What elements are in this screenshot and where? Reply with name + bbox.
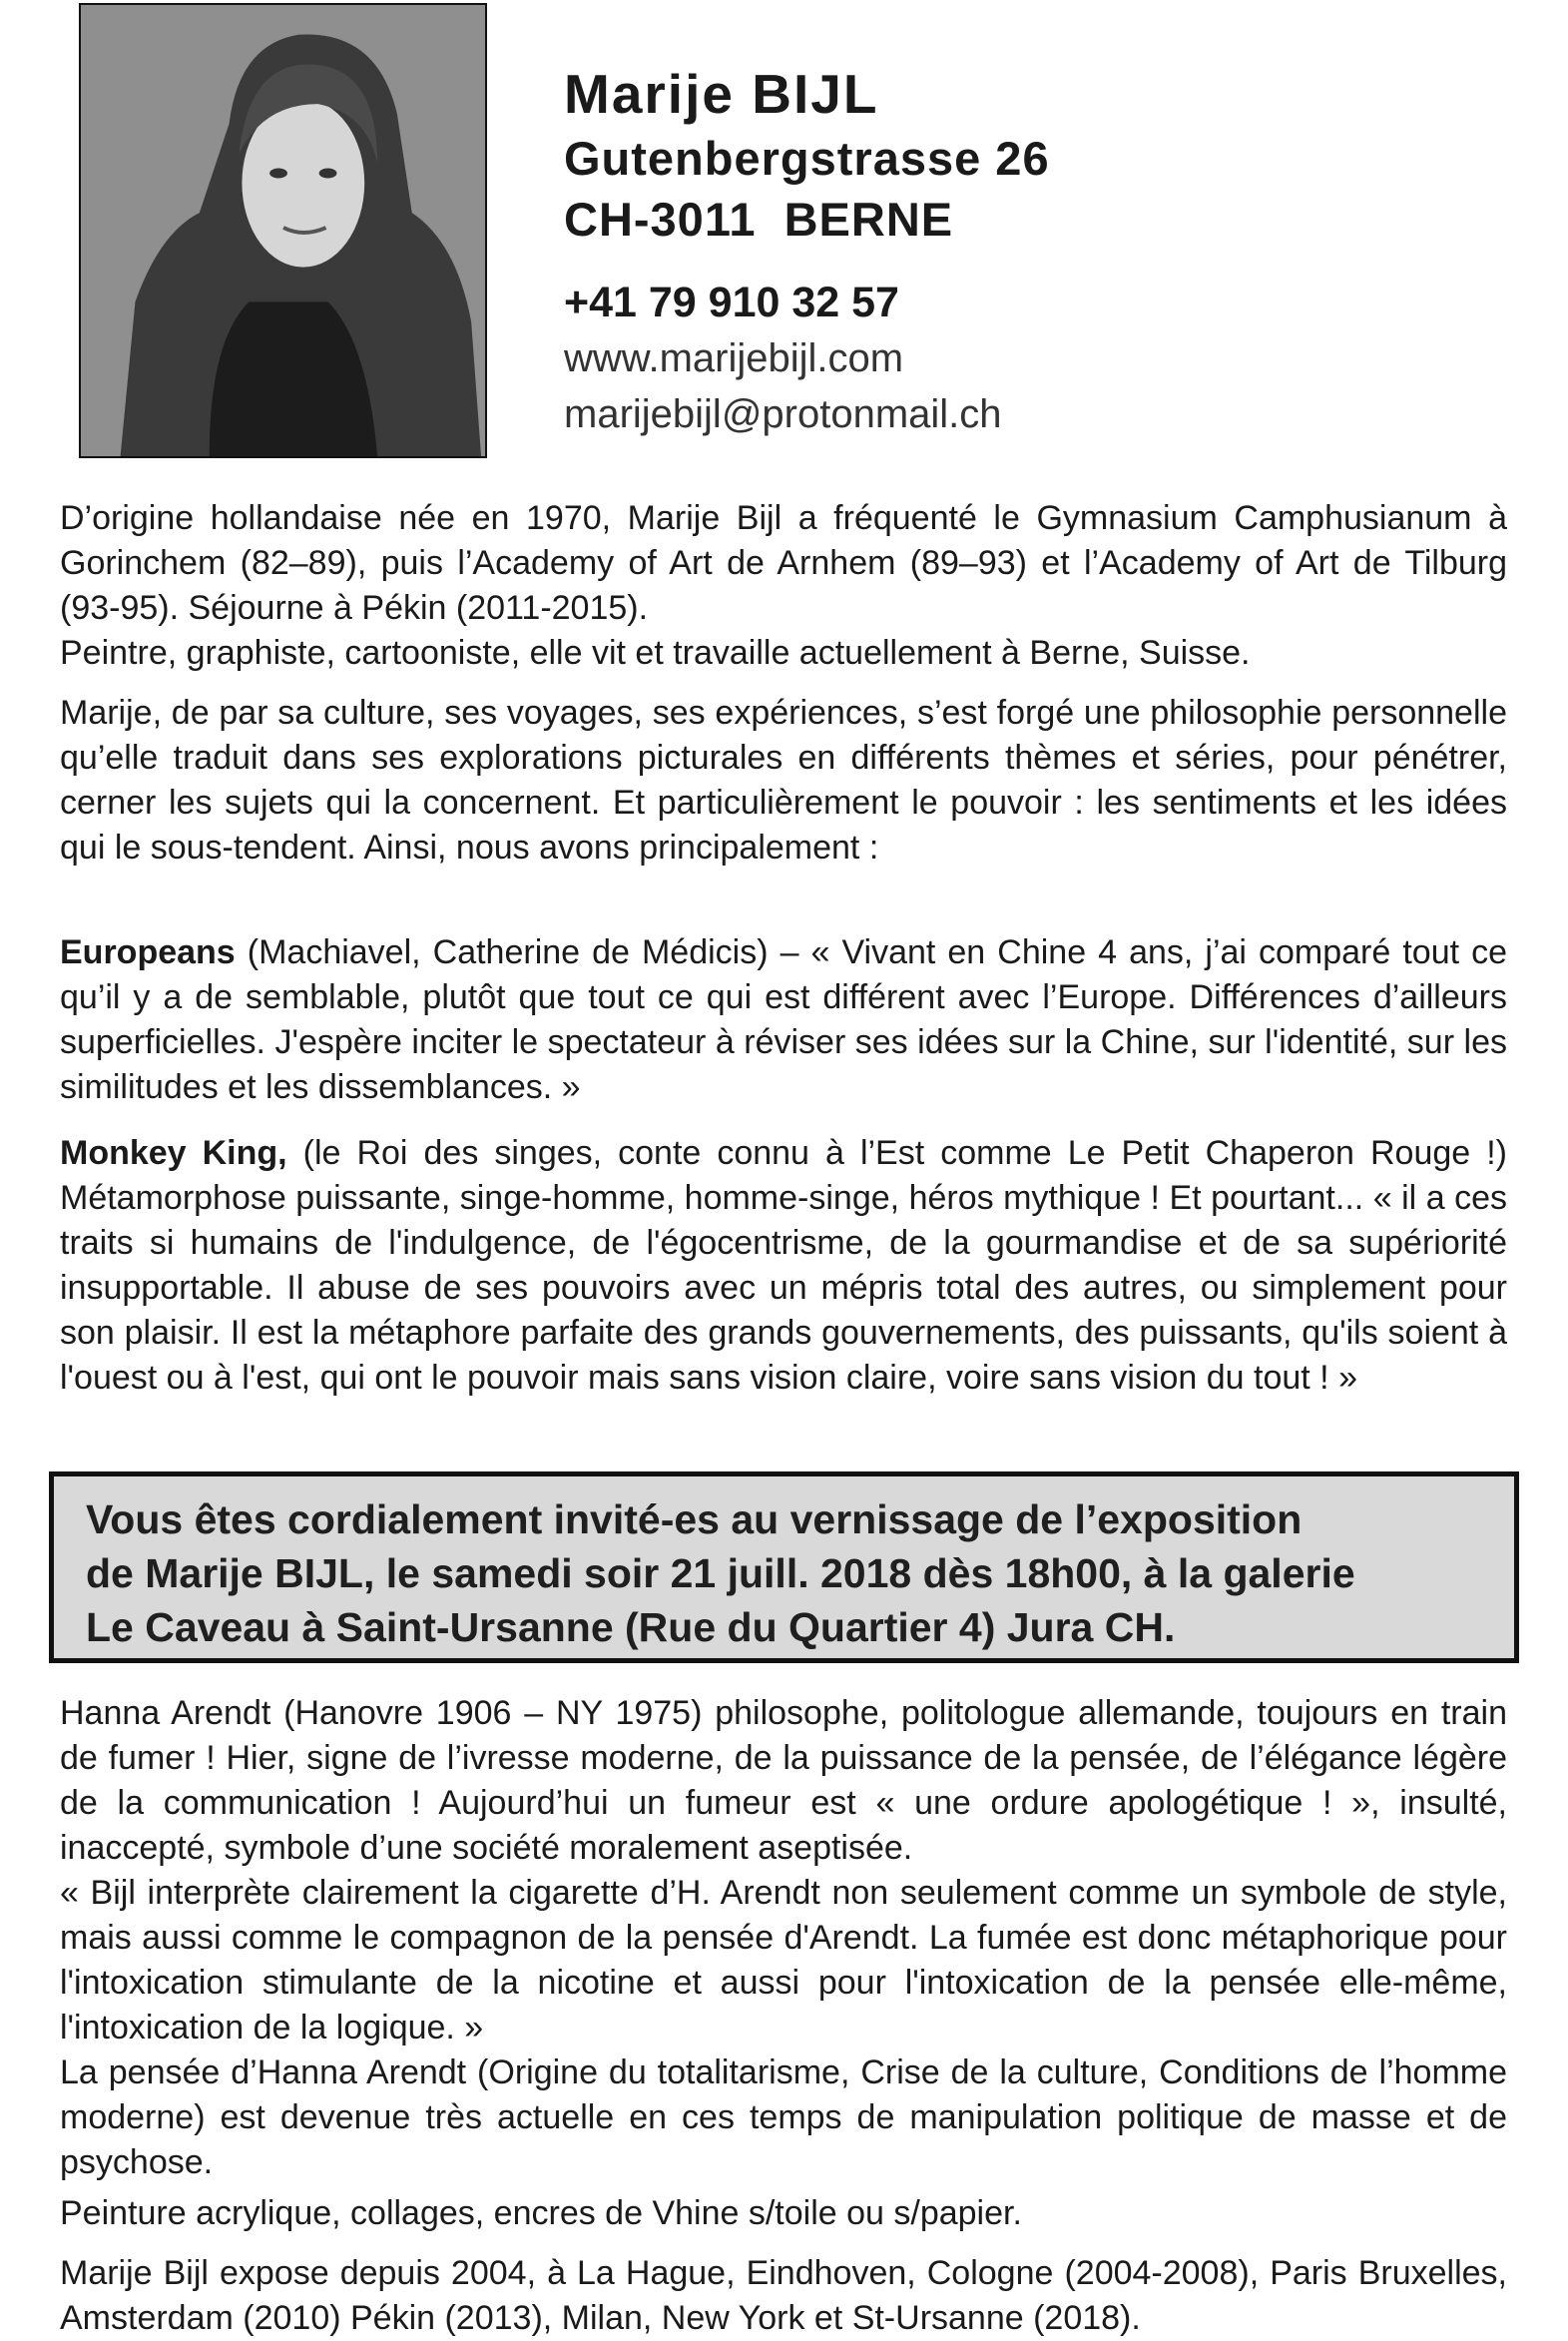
series-europeans [60,930,1507,1110]
technique-paragraph: Peinture acrylique, collages, encres de Vhine s/toile ou s/papier. [60,2194,1022,2232]
series-monkey-king [60,1131,1507,1401]
bio-origin-text: D’origine hollandaise née en 1970, Marije Bijl a fréquenté le Gymnasium Camphusianum à Gorinchem (82–89), puis l’Academy of Art de Arnhem (89–93) et l’Academy of Art de Tilburg (93-95). Séjourne à Pékin (2011-2015). [60,499,1507,627]
invitation-line-2: de Marije BIJL, le samedi soir 21 juill. 2018 dès 18h00, à la galerie [86,1550,1355,1596]
series-europeans-text: (Machiavel, Catherine de Médicis) – « Vivant en Chine 4 ans, j’ai comparé tout ce qu’il y a de semblable, plutôt que tout ce qui est différent avec l’Europe. Différences d’ailleurs superficielles. J'espère inciter le spectateur à réviser ses idées sur la Chine, sur l'identité, sur les similitudes et les dissemblances. » [60,933,1507,1106]
invitation-line-1: Vous êtes cordialement invité-es au vernissage de l’exposition [86,1496,1303,1542]
invitation-line-3: Le Caveau à Saint-Ursanne (Rue du Quartier 4) Jura CH. [86,1604,1176,1650]
email-link[interactable]: marijebijl@protonmail.ch [564,392,1002,436]
address-street: Gutenbergstrasse 26 [564,132,1050,185]
artist-name: Marije BIJL [564,63,879,125]
series-monkey-text: (le Roi des singes, conte connu à l’Est comme Le Petit Chaperon Rouge !) Métamorphose puissante, singe-homme, homme-singe, héros mythique ! Et pourtant... « il a ces traits si humains de l'indulgence, de l'égocentrisme, de la gourmandise et de sa supériorité insupportable. Il abuse de ses pouvoirs avec un mépris total des autres, ou simplement pour son plaisir. Il est la métaphore parfaite des grands gouvernements, des puissants, qu'ils soient à l'ouest ou à l'est, qui ont le pouvoir mais sans vision claire, voire sans vision du tout ! » [60,1134,1507,1397]
phone-number: +41 79 910 32 57 [564,279,899,326]
series-europeans-title: Europeans [60,933,236,971]
expositions-paragraph: Marije Bijl expose depuis 2004, à La Hague, Eindhoven, Cologne (2004-2008), Paris Bruxelles, Amsterdam (2010) Pékin (2013), Milan, New York et St-Ursanne (2018). [60,2254,1507,2337]
address-city: CH-3011 BERNE [564,193,954,246]
arendt-paragraph-1: Hanna Arendt (Hanovre 1906 – NY 1975) philosophe, politologue allemande, toujours en train de fumer ! Hier, signe de l’ivresse moderne, de la puissance de la pensée, de l’élégance légère de la communication ! Aujourd’hui un fumeur est « une ordure apologétique ! », insulté, inaccepté, symbole d’une société moralement aseptisée. [60,1694,1507,1867]
website-link[interactable]: www.marijebijl.com [564,336,904,380]
contact-block [564,60,1050,442]
bio-paragraph-origin [60,496,1507,631]
bio-paragraph-philosophy: Marije, de par sa culture, ses voyages, ses expériences, s’est forgé une philosophie personnelle qu’elle traduit dans ses explorations picturales en différents thèmes et séries, pour pénétrer, cerner les sujets qui la concernent. Et particulièrement le pouvoir : les sentiments et les idées qui le sous-tendent. Ainsi, nous avons principalement : [60,694,1507,867]
bio-paragraph-profession: Peintre, graphiste, cartooniste, elle vit et travaille actuellement à Berne, Suisse. [60,634,1251,672]
series-monkey-title: Monkey King, [60,1134,287,1172]
arendt-paragraph-2: « Bijl interprète clairement la cigarette d’H. Arendt non seulement comme un symbole de style, mais aussi comme le compagnon de la pensée d'Arendt. La fumée est donc métaphorique pour l'intoxication stimulante de la nicotine et aussi pour l'intoxication de la pensée elle-même, l'intoxication de la logique. » [60,1874,1507,2047]
artist-portrait [79,3,487,458]
arendt-paragraph-3: La pensée d’Hanna Arendt (Origine du totalitarisme, Crise de la culture, Conditions de l’homme moderne) est devenue très actuelle en ces temps de manipulation politique de masse et de psychose. [60,2053,1507,2181]
invitation-box [49,1471,1519,1663]
